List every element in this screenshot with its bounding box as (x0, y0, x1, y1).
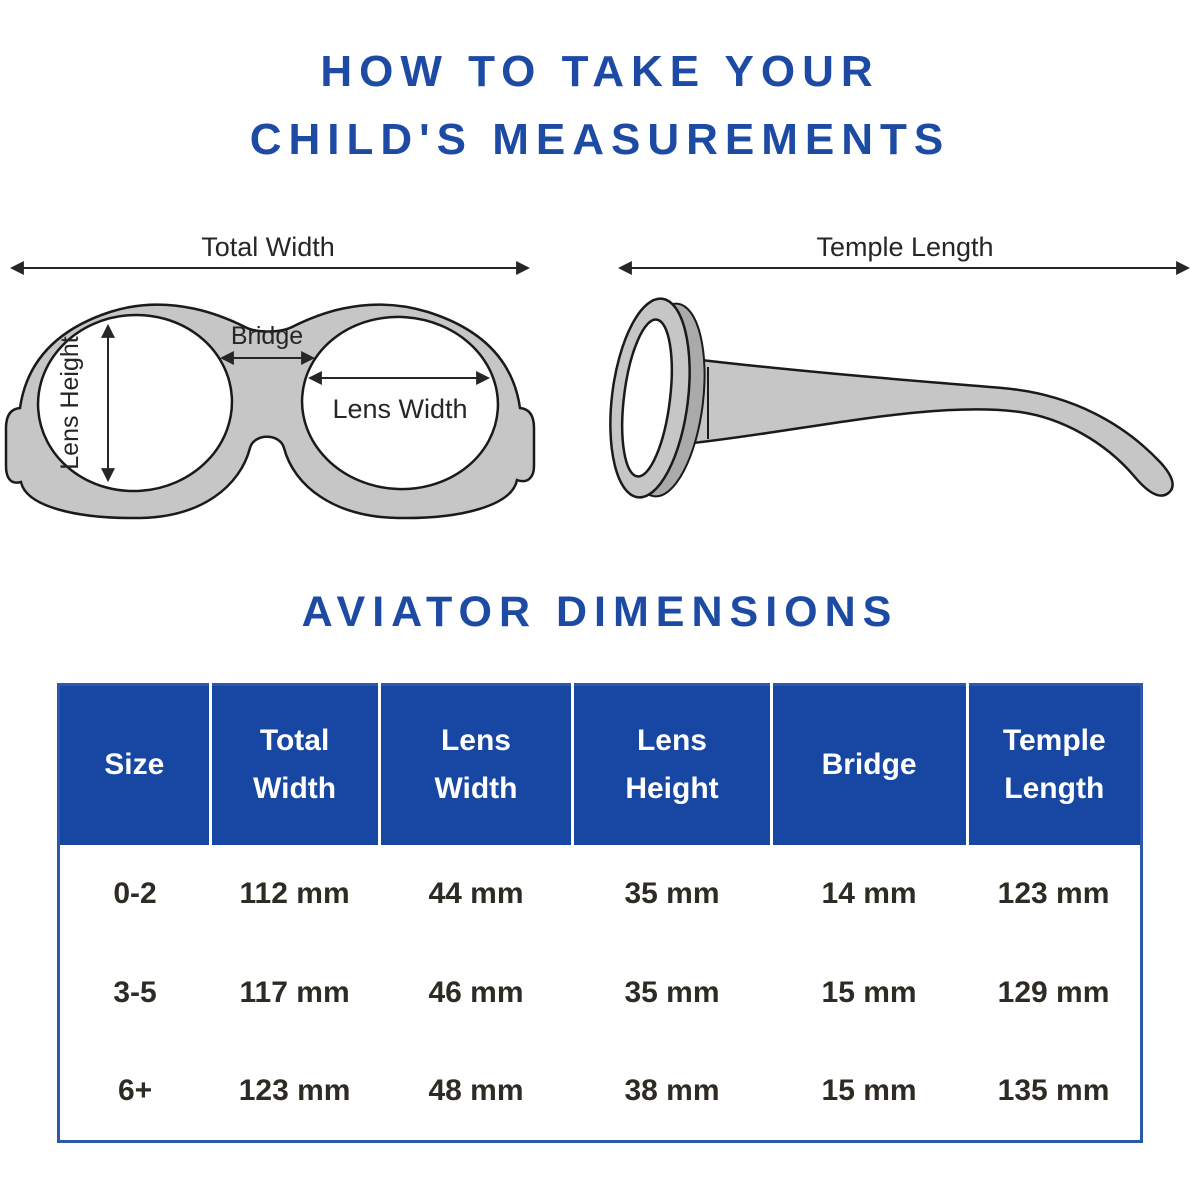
cell-total-width: 117 mm (210, 944, 379, 1043)
cell-lens-height: 38 mm (573, 1043, 771, 1142)
cell-lens-width: 48 mm (379, 1043, 573, 1142)
table-header-row (59, 685, 1142, 845)
cell-size: 3-5 (59, 944, 211, 1043)
glasses-front-view-diagram (0, 228, 560, 538)
header-size: Size (59, 685, 211, 845)
header-bridge: Bridge (771, 685, 967, 845)
header-lens-height: Lens Height (573, 685, 771, 845)
cell-lens-width: 44 mm (379, 845, 573, 944)
header-temple-length: Temple Length (967, 685, 1141, 845)
glasses-side-view-diagram (600, 228, 1200, 538)
section-title: AVIATOR DIMENSIONS (301, 588, 899, 636)
header-lens-width: Lens Width (379, 685, 573, 845)
temple-length-label: Temple Length (816, 232, 994, 262)
table-row (59, 845, 1142, 944)
cell-lens-height: 35 mm (573, 845, 771, 944)
temple-arm (684, 358, 1173, 496)
cell-lens-height: 35 mm (573, 944, 771, 1043)
header-total-width: Total Width (210, 685, 379, 845)
cell-bridge: 15 mm (771, 944, 967, 1043)
total-width-label: Total Width (201, 232, 335, 262)
lens-width-label: Lens Width (332, 394, 468, 424)
cell-total-width: 123 mm (210, 1043, 379, 1142)
cell-size: 0-2 (59, 845, 211, 944)
cell-lens-width: 46 mm (379, 944, 573, 1043)
cell-total-width: 112 mm (210, 845, 379, 944)
cell-temple-length: 135 mm (967, 1043, 1141, 1142)
cell-temple-length: 123 mm (967, 845, 1141, 944)
bridge-label: Bridge (230, 322, 304, 350)
cell-size: 6+ (59, 1043, 211, 1142)
cell-temple-length: 129 mm (967, 944, 1141, 1043)
table-row (59, 944, 1142, 1043)
cell-bridge: 15 mm (771, 1043, 967, 1142)
page-title-line1: HOW TO TAKE YOUR (320, 47, 880, 96)
lens-height-label: Lens Height (56, 336, 84, 470)
table-row (59, 1043, 1142, 1142)
page-title-line2: CHILD'S MEASUREMENTS (249, 115, 951, 164)
page-title (0, 38, 1200, 174)
dimensions-table (57, 683, 1143, 1143)
cell-bridge: 14 mm (771, 845, 967, 944)
